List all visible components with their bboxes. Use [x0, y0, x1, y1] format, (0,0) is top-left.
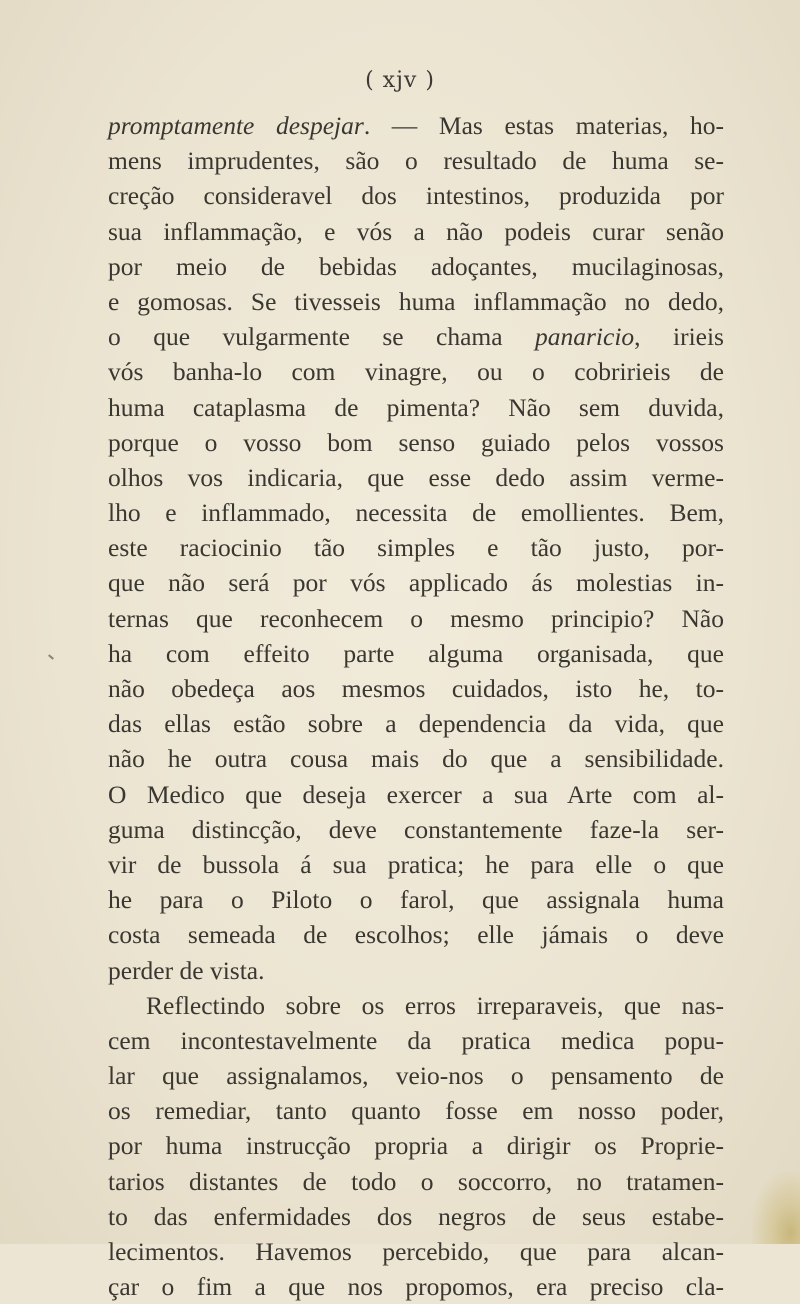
text-line: to das enfermidades dos negros de seus estabe- — [108, 1201, 724, 1231]
text-line: promptamente despejar. — Mas estas materias, ho- — [108, 111, 724, 140]
margin-mark — [48, 654, 54, 659]
body-text — [108, 108, 724, 1304]
text-line: este raciocinio tão simples e tão justo, por- — [108, 533, 724, 563]
text-line: que não será por vós applicado ás molestias in- — [108, 568, 724, 598]
text-line: não he outra cousa mais do que a sensibilidade. — [108, 744, 724, 774]
page-number: ( xjv ) — [365, 68, 435, 93]
text-line: o que vulgarmente se chama panaricio, irieis — [108, 322, 724, 352]
text-line: porque o vosso bom senso guiado pelos vossos — [108, 427, 724, 457]
text-line: e gomosas. Se tivesseis huma inflammação no dedo, — [108, 286, 724, 316]
text-line: por huma instrucção propria a dirigir os Proprie- — [108, 1131, 724, 1161]
text-line: sua inflammação, e vós a não podeis curar senão — [108, 216, 724, 246]
text-line: por meio de bebidas adoçantes, mucilaginosas, — [108, 251, 724, 281]
text-line: vir de bussola á sua pratica; he para elle o que — [108, 849, 724, 879]
text-line: cem incontestavelmente da pratica medica popu- — [108, 1025, 724, 1055]
paragraph-start-line: Reflectindo sobre os erros irreparaveis, que nas- — [146, 990, 724, 1020]
text-line: huma cataplasma de pimenta? Não sem duvida, — [108, 392, 724, 422]
text-line: he para o Piloto o farol, que assignala huma — [108, 885, 724, 915]
text-line: ha com effeito parte alguma organisada, que — [108, 638, 724, 668]
paper-stain — [752, 1172, 800, 1244]
text-line: lecimentos. Havemos percebido, que para alcan- — [108, 1237, 724, 1266]
paragraph-end-line: perder de vista. — [108, 955, 265, 985]
text-line: O Medico que deseja exercer a sua Arte com al- — [108, 779, 724, 809]
text-line: não obedeça aos mesmos cuidados, isto he, to- — [108, 674, 724, 703]
text-line: mens imprudentes, são o resultado de huma se- — [108, 146, 724, 176]
text-line: os remediar, tanto quanto fosse em nosso poder, — [108, 1096, 724, 1126]
text-line: ternas que reconhecem o mesmo principio? Não — [108, 603, 724, 633]
text-line: costa semeada de escolhos; elle jámais o deve — [108, 920, 724, 950]
text-line: tarios distantes de todo o soccorro, no tratamen- — [108, 1166, 724, 1196]
text-line: creção consideravel dos intestinos, produzida por — [108, 181, 724, 211]
text-line: lho e inflammado, necessita de emollientes. Bem, — [108, 498, 724, 528]
text-line: vós banha-lo com vinagre, ou o cobririeis de — [108, 357, 724, 387]
text-line: guma distincção, deve constantemente faze-la ser- — [108, 814, 724, 844]
text-line: lar que assignalamos, veio-nos o pensamento de — [108, 1061, 724, 1091]
text-line: olhos vos indicaria, que esse dedo assim verme- — [108, 462, 724, 492]
text-line: das ellas estão sobre a dependencia da vida, que — [108, 709, 724, 739]
text-line: çar o fim a que nos propomos, era preciso cla- — [108, 1272, 724, 1302]
